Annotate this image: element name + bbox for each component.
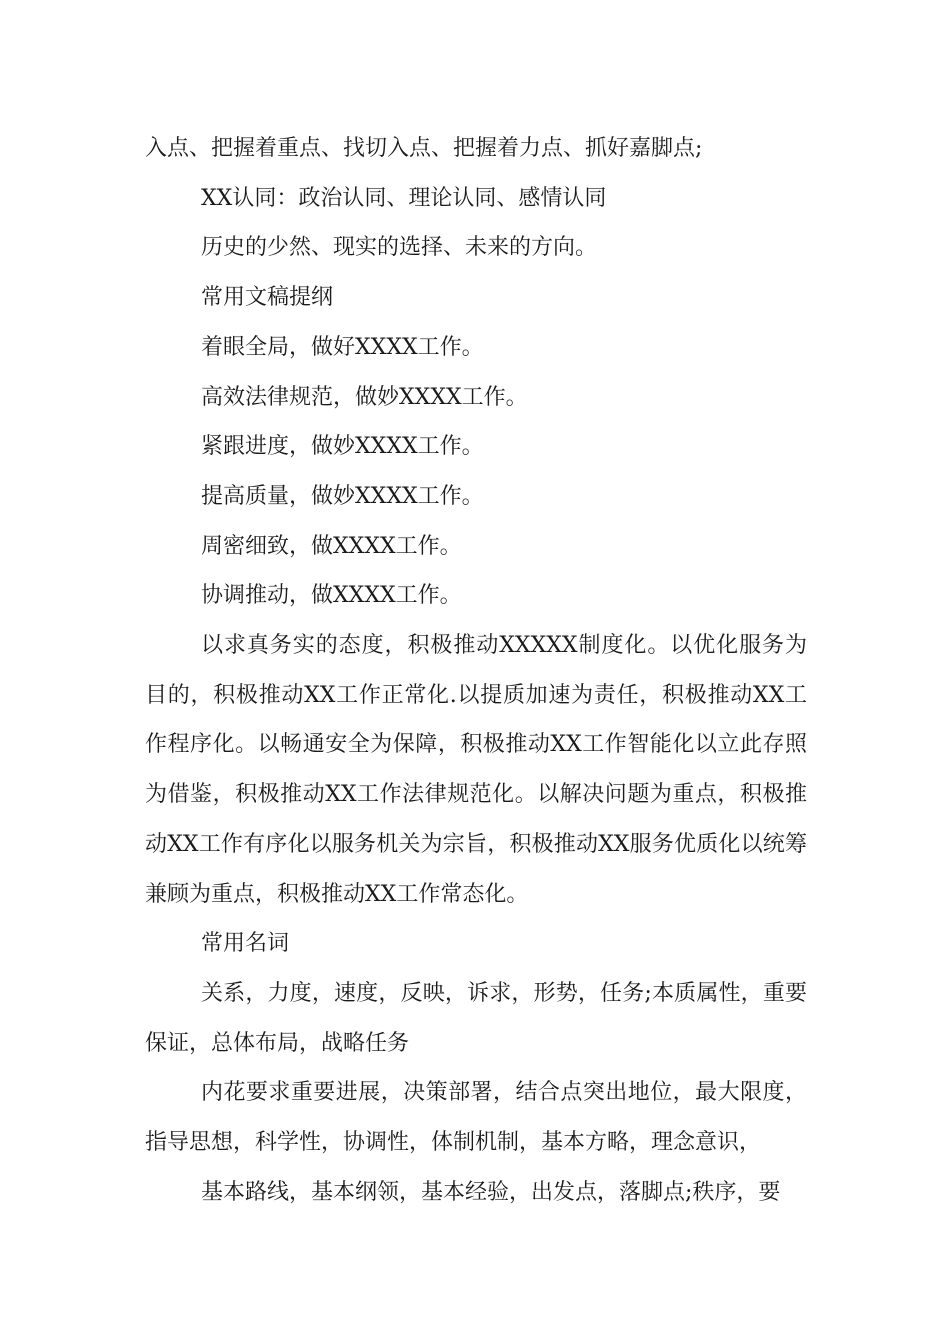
paragraph-terms: 内花要求重要进展，决策部署，结合点突出地位，最大限度，指导思想，科学性，协调性，体制机制，基本方略，理念意识， <box>145 1080 807 1156</box>
section-heading-outline: 常用文稿提纲 <box>201 285 334 311</box>
outline-item: 周密细致，做XXXX工作。 <box>201 533 462 559</box>
outline-item: 着眼全局，做好XXXX工作。 <box>201 334 484 360</box>
outline-item: 高效法律规范，做妙XXXX工作。 <box>201 384 528 410</box>
outline-item: 协调推动，做XXXX工作。 <box>201 583 462 609</box>
document-body <box>145 124 807 1217</box>
paragraph-continuation: 入点、把握着重点、找切入点、把握着力点、抓好嘉脚点; <box>145 136 703 161</box>
section-heading-terms: 常用名词 <box>201 931 290 957</box>
paragraph-terms: 关系，力度，速度，反映，诉求，形势，任务;本质属性，重要保证，总体布局，战略任务 <box>145 980 807 1056</box>
outline-item: 紧跟进度，做妙XXXX工作。 <box>201 434 484 460</box>
paragraph-terms: 基本路线，基本纲领，基本经验，出发点，落脚点;秩序，要 <box>201 1179 781 1205</box>
paragraph-recognition: XX认同：政治认同、理论认同、感情认同 <box>201 185 607 211</box>
paragraph-body: 以求真务实的态度，积极推动XXXXX制度化。以优化服务为目的，积极推动XX工作正常化.以提质加速为责任，积极推动XX工作程序化。以畅通安全为保障，积极推动XX工作智能化以立此存照为借鉴，积极推动XX工作法律规范化。以解决问题为重点，积极推动XX工作有序化以服务机关为宗旨，积极推动XX服务优质化以统筹兼顾为重点，积极推动XX工作常态化。 <box>145 633 807 907</box>
paragraph-history: 历史的少然、现实的选择、未来的方向。 <box>201 235 598 261</box>
outline-item: 提高质量，做妙XXXX工作。 <box>201 483 484 509</box>
